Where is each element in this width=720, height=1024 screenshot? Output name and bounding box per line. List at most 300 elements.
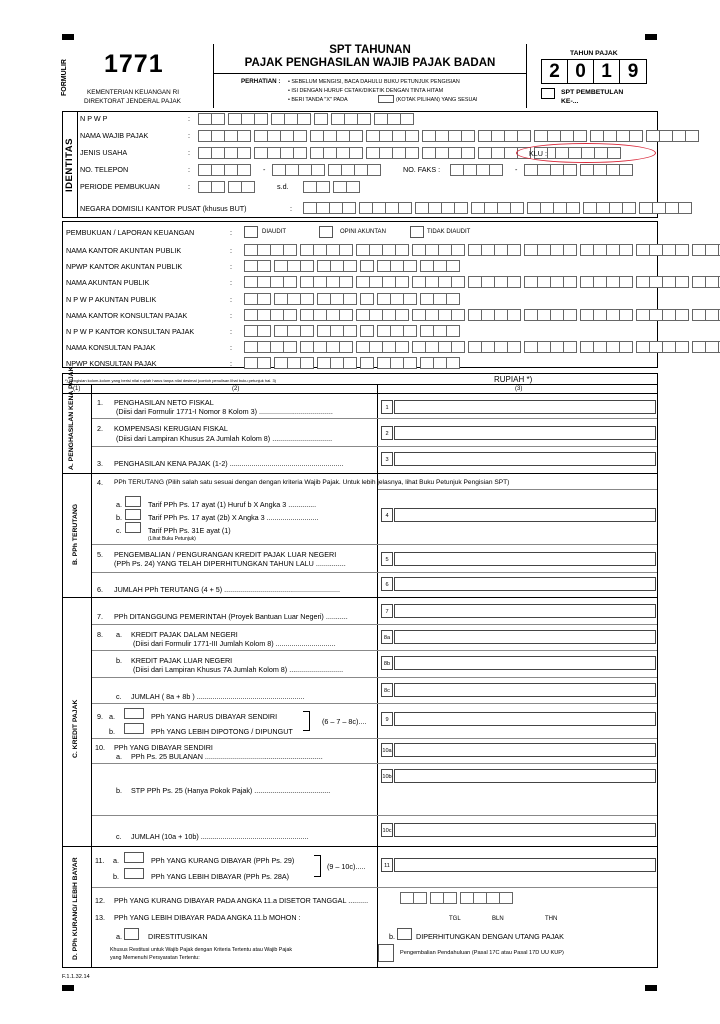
- input-cell[interactable]: [478, 130, 492, 142]
- input-cell[interactable]: [244, 244, 258, 256]
- input-cell[interactable]: [590, 130, 604, 142]
- input-cell[interactable]: [339, 276, 353, 288]
- input-cell[interactable]: [283, 276, 297, 288]
- input-cell[interactable]: [283, 309, 297, 321]
- input-cell[interactable]: [377, 325, 391, 337]
- input-cell[interactable]: [468, 244, 482, 256]
- input-cell[interactable]: [606, 309, 620, 321]
- input-cell[interactable]: [593, 276, 607, 288]
- input-cell[interactable]: [336, 147, 350, 159]
- input-cell[interactable]: [280, 147, 294, 159]
- input-cell[interactable]: [499, 892, 513, 904]
- input-cell[interactable]: [649, 309, 663, 321]
- input-cell[interactable]: [692, 276, 706, 288]
- input-cell[interactable]: [446, 293, 460, 305]
- akuntan-row-cells[interactable]: [244, 244, 720, 256]
- input-cell[interactable]: [433, 293, 447, 305]
- input-cell[interactable]: [593, 164, 607, 176]
- input-cell[interactable]: [675, 341, 689, 353]
- input-cell[interactable]: [443, 892, 457, 904]
- amount-field-8c[interactable]: [394, 683, 656, 697]
- input-cell[interactable]: [463, 164, 477, 176]
- input-cell[interactable]: [550, 341, 564, 353]
- input-cell[interactable]: [254, 147, 268, 159]
- input-cell[interactable]: [524, 164, 538, 176]
- input-cell[interactable]: [425, 341, 439, 353]
- input-cell[interactable]: [244, 341, 258, 353]
- input-cell[interactable]: [257, 309, 271, 321]
- input-cell[interactable]: [387, 113, 401, 125]
- input-cell[interactable]: [326, 276, 340, 288]
- input-cell[interactable]: [339, 309, 353, 321]
- input-cell[interactable]: [593, 244, 607, 256]
- input-cell[interactable]: [619, 244, 633, 256]
- input-cell[interactable]: [367, 164, 381, 176]
- input-cell[interactable]: [494, 309, 508, 321]
- input-cell[interactable]: [616, 130, 630, 142]
- input-cell[interactable]: [563, 276, 577, 288]
- input-cell[interactable]: [326, 244, 340, 256]
- input-cell[interactable]: [484, 202, 498, 214]
- input-cell[interactable]: [636, 244, 650, 256]
- input-cell[interactable]: [636, 341, 650, 353]
- input-cell[interactable]: [237, 147, 251, 159]
- input-cell[interactable]: [560, 130, 574, 142]
- input-cell[interactable]: [438, 341, 452, 353]
- input-cell[interactable]: [328, 164, 342, 176]
- input-cell[interactable]: [619, 276, 633, 288]
- input-cell[interactable]: [454, 202, 468, 214]
- input-cell[interactable]: [553, 202, 567, 214]
- input-cell[interactable]: [323, 130, 337, 142]
- input-cell[interactable]: [211, 181, 225, 193]
- input-cell[interactable]: [198, 164, 212, 176]
- input-cell[interactable]: [330, 293, 344, 305]
- input-cell[interactable]: [468, 276, 482, 288]
- input-cell[interactable]: [224, 164, 238, 176]
- input-cell[interactable]: [244, 309, 258, 321]
- input-cell[interactable]: [580, 276, 594, 288]
- input-cell[interactable]: [395, 276, 409, 288]
- input-cell[interactable]: [451, 341, 465, 353]
- input-cell[interactable]: [580, 309, 594, 321]
- input-cell[interactable]: [211, 130, 225, 142]
- input-cell[interactable]: [354, 164, 368, 176]
- input-cell[interactable]: [629, 130, 643, 142]
- akuntan-row-cells[interactable]: [244, 293, 459, 305]
- input-cell[interactable]: [507, 276, 521, 288]
- input-cell[interactable]: [267, 147, 281, 159]
- input-cell[interactable]: [705, 309, 719, 321]
- input-cell[interactable]: [639, 202, 653, 214]
- input-cell[interactable]: [398, 202, 412, 214]
- periode-end-cells[interactable]: [303, 181, 359, 193]
- input-cell[interactable]: [356, 309, 370, 321]
- input-cell[interactable]: [356, 276, 370, 288]
- input-cell[interactable]: [446, 325, 460, 337]
- input-cell[interactable]: [270, 309, 284, 321]
- input-cell[interactable]: [395, 341, 409, 353]
- input-cell[interactable]: [405, 147, 419, 159]
- input-cell[interactable]: [481, 276, 495, 288]
- input-cell[interactable]: [392, 147, 406, 159]
- input-cell[interactable]: [517, 130, 531, 142]
- input-cell[interactable]: [326, 341, 340, 353]
- input-cell[interactable]: [524, 276, 538, 288]
- input-cell[interactable]: [344, 113, 358, 125]
- input-cell[interactable]: [471, 202, 485, 214]
- input-cell[interactable]: [241, 181, 255, 193]
- input-cell[interactable]: [313, 341, 327, 353]
- input-cell[interactable]: [481, 244, 495, 256]
- restitusi-checkbox[interactable]: [124, 928, 139, 940]
- input-cell[interactable]: [510, 202, 524, 214]
- input-cell[interactable]: [573, 130, 587, 142]
- input-cell[interactable]: [374, 113, 388, 125]
- input-cell[interactable]: [390, 293, 404, 305]
- input-cell[interactable]: [377, 260, 391, 272]
- input-cell[interactable]: [390, 357, 404, 369]
- input-cell[interactable]: [527, 202, 541, 214]
- input-cell[interactable]: [317, 260, 331, 272]
- input-cell[interactable]: [692, 244, 706, 256]
- input-cell[interactable]: [692, 309, 706, 321]
- input-cell[interactable]: [435, 130, 449, 142]
- input-cell[interactable]: [356, 244, 370, 256]
- input-cell[interactable]: [244, 325, 258, 337]
- input-cell[interactable]: [336, 130, 350, 142]
- telepon-cells[interactable]: [272, 164, 380, 176]
- input-cell[interactable]: [619, 341, 633, 353]
- input-cell[interactable]: [274, 357, 288, 369]
- input-cell[interactable]: [450, 164, 464, 176]
- pengembalian-checkbox[interactable]: [378, 944, 394, 962]
- input-cell[interactable]: [382, 341, 396, 353]
- input-cell[interactable]: [359, 202, 373, 214]
- input-cell[interactable]: [323, 147, 337, 159]
- input-cell[interactable]: [272, 164, 286, 176]
- input-cell[interactable]: [224, 147, 238, 159]
- akuntan-row-cells[interactable]: [244, 325, 459, 337]
- input-cell[interactable]: [198, 181, 212, 193]
- input-cell[interactable]: [385, 202, 399, 214]
- input-cell[interactable]: [228, 113, 242, 125]
- input-cell[interactable]: [237, 164, 251, 176]
- input-cell[interactable]: [211, 147, 225, 159]
- input-cell[interactable]: [326, 309, 340, 321]
- input-cell[interactable]: [285, 164, 299, 176]
- amount-field-3[interactable]: [394, 452, 656, 466]
- input-cell[interactable]: [403, 293, 417, 305]
- input-cell[interactable]: [400, 113, 414, 125]
- input-cell[interactable]: [331, 113, 345, 125]
- tarif-c-checkbox[interactable]: [125, 522, 141, 533]
- input-cell[interactable]: [403, 325, 417, 337]
- input-cell[interactable]: [481, 341, 495, 353]
- nama-wp-cells[interactable]: [198, 130, 698, 142]
- input-cell[interactable]: [461, 130, 475, 142]
- input-cell[interactable]: [537, 309, 551, 321]
- input-cell[interactable]: [257, 341, 271, 353]
- input-cell[interactable]: [329, 202, 343, 214]
- input-cell[interactable]: [451, 309, 465, 321]
- input-cell[interactable]: [636, 309, 650, 321]
- input-cell[interactable]: [339, 244, 353, 256]
- input-cell[interactable]: [662, 309, 676, 321]
- input-cell[interactable]: [317, 357, 331, 369]
- input-cell[interactable]: [254, 130, 268, 142]
- input-cell[interactable]: [330, 325, 344, 337]
- amount-field-10a[interactable]: [394, 743, 656, 757]
- input-cell[interactable]: [433, 260, 447, 272]
- input-cell[interactable]: [537, 244, 551, 256]
- input-cell[interactable]: [369, 244, 383, 256]
- input-cell[interactable]: [441, 202, 455, 214]
- tidak-diaudit-checkbox[interactable]: [410, 226, 424, 238]
- input-cell[interactable]: [198, 130, 212, 142]
- input-cell[interactable]: [343, 357, 357, 369]
- input-cell[interactable]: [685, 130, 699, 142]
- input-cell[interactable]: [420, 325, 434, 337]
- input-cell[interactable]: [317, 325, 331, 337]
- input-cell[interactable]: [491, 147, 505, 159]
- input-cell[interactable]: [333, 181, 347, 193]
- input-cell[interactable]: [415, 202, 429, 214]
- input-cell[interactable]: [491, 130, 505, 142]
- input-cell[interactable]: [649, 244, 663, 256]
- input-cell[interactable]: [283, 341, 297, 353]
- input-cell[interactable]: [428, 202, 442, 214]
- input-cell[interactable]: [413, 892, 427, 904]
- input-cell[interactable]: [537, 164, 551, 176]
- amount-field-9[interactable]: [394, 712, 656, 726]
- input-cell[interactable]: [310, 130, 324, 142]
- tarif-a-checkbox[interactable]: [125, 496, 141, 507]
- input-cell[interactable]: [622, 202, 636, 214]
- input-cell[interactable]: [390, 325, 404, 337]
- input-cell[interactable]: [412, 309, 426, 321]
- input-cell[interactable]: [494, 341, 508, 353]
- input-cell[interactable]: [606, 276, 620, 288]
- input-cell[interactable]: [379, 147, 393, 159]
- input-cell[interactable]: [672, 130, 686, 142]
- input-cell[interactable]: [316, 181, 330, 193]
- input-cell[interactable]: [606, 164, 620, 176]
- input-cell[interactable]: [382, 244, 396, 256]
- input-cell[interactable]: [303, 202, 317, 214]
- amount-field-11[interactable]: [394, 858, 656, 872]
- year-box[interactable]: [541, 59, 647, 84]
- input-cell[interactable]: [412, 341, 426, 353]
- input-cell[interactable]: [287, 357, 301, 369]
- input-cell[interactable]: [300, 293, 314, 305]
- amount-field-8b[interactable]: [394, 656, 656, 670]
- akuntan-row-cells[interactable]: [244, 357, 459, 369]
- input-cell[interactable]: [705, 341, 719, 353]
- input-cell[interactable]: [619, 164, 633, 176]
- input-cell[interactable]: [237, 130, 251, 142]
- item9b-checkbox[interactable]: [124, 723, 144, 734]
- input-cell[interactable]: [270, 341, 284, 353]
- input-cell[interactable]: [593, 341, 607, 353]
- input-cell[interactable]: [403, 260, 417, 272]
- input-cell[interactable]: [451, 244, 465, 256]
- input-cell[interactable]: [507, 244, 521, 256]
- input-cell[interactable]: [274, 325, 288, 337]
- input-cell[interactable]: [244, 260, 258, 272]
- input-cell[interactable]: [390, 260, 404, 272]
- input-cell[interactable]: [603, 130, 617, 142]
- item11a-checkbox[interactable]: [124, 852, 144, 863]
- input-cell[interactable]: [400, 892, 414, 904]
- input-cell[interactable]: [547, 130, 561, 142]
- input-cell[interactable]: [507, 341, 521, 353]
- input-cell[interactable]: [504, 130, 518, 142]
- input-cell[interactable]: [461, 147, 475, 159]
- input-cell[interactable]: [433, 357, 447, 369]
- input-cell[interactable]: [313, 244, 327, 256]
- input-cell[interactable]: [433, 325, 447, 337]
- input-cell[interactable]: [366, 147, 380, 159]
- input-cell[interactable]: [580, 244, 594, 256]
- input-cell[interactable]: [316, 202, 330, 214]
- input-cell[interactable]: [300, 244, 314, 256]
- input-cell[interactable]: [392, 130, 406, 142]
- input-cell[interactable]: [430, 892, 444, 904]
- input-cell[interactable]: [257, 276, 271, 288]
- input-cell[interactable]: [303, 181, 317, 193]
- input-cell[interactable]: [293, 130, 307, 142]
- amount-field-10c[interactable]: [394, 823, 656, 837]
- input-cell[interactable]: [438, 244, 452, 256]
- input-cell[interactable]: [300, 341, 314, 353]
- input-cell[interactable]: [478, 147, 492, 159]
- amount-field-4[interactable]: [394, 508, 656, 522]
- input-cell[interactable]: [343, 260, 357, 272]
- input-cell[interactable]: [366, 130, 380, 142]
- input-cell[interactable]: [211, 164, 225, 176]
- input-cell[interactable]: [438, 309, 452, 321]
- input-cell[interactable]: [489, 164, 503, 176]
- input-cell[interactable]: [298, 164, 312, 176]
- input-cell[interactable]: [662, 341, 676, 353]
- input-cell[interactable]: [550, 309, 564, 321]
- input-cell[interactable]: [349, 130, 363, 142]
- akuntan-row-cells[interactable]: [244, 341, 720, 353]
- input-cell[interactable]: [224, 130, 238, 142]
- input-cell[interactable]: [425, 309, 439, 321]
- pembetulan-checkbox[interactable]: [541, 88, 555, 99]
- input-cell[interactable]: [382, 276, 396, 288]
- opini-checkbox[interactable]: [319, 226, 333, 238]
- input-cell[interactable]: [403, 357, 417, 369]
- input-cell[interactable]: [534, 130, 548, 142]
- input-cell[interactable]: [619, 309, 633, 321]
- input-cell[interactable]: [270, 244, 284, 256]
- input-cell[interactable]: [563, 341, 577, 353]
- input-cell[interactable]: [550, 244, 564, 256]
- amount-field-1[interactable]: [394, 400, 656, 414]
- input-cell[interactable]: [330, 260, 344, 272]
- input-cell[interactable]: [705, 244, 719, 256]
- input-cell[interactable]: [274, 260, 288, 272]
- input-cell[interactable]: [580, 341, 594, 353]
- input-cell[interactable]: [356, 341, 370, 353]
- input-cell[interactable]: [313, 276, 327, 288]
- input-cell[interactable]: [649, 341, 663, 353]
- input-cell[interactable]: [314, 113, 328, 125]
- input-cell[interactable]: [300, 325, 314, 337]
- input-cell[interactable]: [524, 309, 538, 321]
- input-cell[interactable]: [675, 276, 689, 288]
- input-cell[interactable]: [377, 357, 391, 369]
- input-cell[interactable]: [369, 341, 383, 353]
- input-cell[interactable]: [317, 293, 331, 305]
- tanggal-setor-cells[interactable]: [400, 892, 512, 904]
- input-cell[interactable]: [550, 164, 564, 176]
- input-cell[interactable]: [343, 293, 357, 305]
- amount-field-6[interactable]: [394, 577, 656, 591]
- input-cell[interactable]: [198, 113, 212, 125]
- input-cell[interactable]: [369, 276, 383, 288]
- faks-area-cells[interactable]: [450, 164, 502, 176]
- input-cell[interactable]: [198, 147, 212, 159]
- input-cell[interactable]: [274, 293, 288, 305]
- input-cell[interactable]: [271, 113, 285, 125]
- input-cell[interactable]: [300, 309, 314, 321]
- input-cell[interactable]: [357, 113, 371, 125]
- input-cell[interactable]: [360, 325, 374, 337]
- input-cell[interactable]: [438, 276, 452, 288]
- diaudit-checkbox[interactable]: [244, 226, 258, 238]
- input-cell[interactable]: [341, 164, 355, 176]
- input-cell[interactable]: [497, 202, 511, 214]
- item11b-checkbox[interactable]: [124, 868, 144, 879]
- input-cell[interactable]: [297, 113, 311, 125]
- input-cell[interactable]: [412, 244, 426, 256]
- input-cell[interactable]: [382, 309, 396, 321]
- amount-field-10b[interactable]: [394, 769, 656, 783]
- input-cell[interactable]: [550, 276, 564, 288]
- input-cell[interactable]: [211, 113, 225, 125]
- input-cell[interactable]: [665, 202, 679, 214]
- input-cell[interactable]: [360, 357, 374, 369]
- tarif-b-checkbox[interactable]: [125, 509, 141, 520]
- input-cell[interactable]: [257, 260, 271, 272]
- input-cell[interactable]: [566, 202, 580, 214]
- input-cell[interactable]: [446, 260, 460, 272]
- input-cell[interactable]: [494, 244, 508, 256]
- input-cell[interactable]: [257, 357, 271, 369]
- input-cell[interactable]: [652, 202, 666, 214]
- amount-field-7[interactable]: [394, 604, 656, 618]
- input-cell[interactable]: [540, 202, 554, 214]
- input-cell[interactable]: [412, 276, 426, 288]
- input-cell[interactable]: [244, 293, 258, 305]
- input-cell[interactable]: [339, 341, 353, 353]
- input-cell[interactable]: [580, 164, 594, 176]
- input-cell[interactable]: [343, 325, 357, 337]
- input-cell[interactable]: [300, 260, 314, 272]
- input-cell[interactable]: [310, 147, 324, 159]
- input-cell[interactable]: [662, 244, 676, 256]
- akuntan-row-cells[interactable]: [244, 309, 720, 321]
- input-cell[interactable]: [287, 293, 301, 305]
- input-cell[interactable]: [476, 164, 490, 176]
- input-cell[interactable]: [257, 293, 271, 305]
- input-cell[interactable]: [507, 309, 521, 321]
- input-cell[interactable]: [420, 260, 434, 272]
